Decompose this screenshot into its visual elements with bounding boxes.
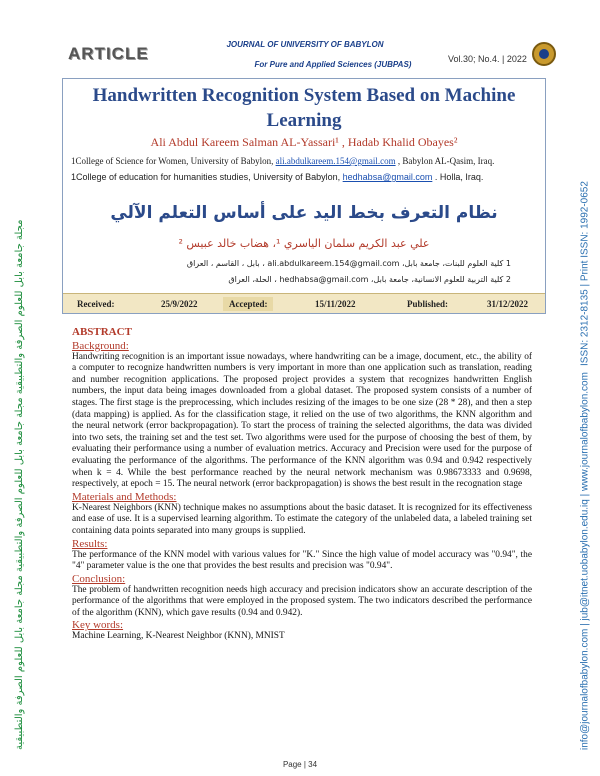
left-journal-strip: مجلة جامعة بابل للعلوم الصرفة والتطبيقية مجلة جامعة بابل للعلوم الصرفة والتطبيقية مجلة جامعة بابل للعلوم الصرفة والتطبيقية [14, 219, 25, 750]
page-footer: Page | 34 [282, 760, 318, 769]
conclusion-text: The problem of handwritten recognition needs high accuracy and precision indicators show an accurate description of the performance of the algorithms that were employed in the proposed system. The two indicators described the performance of the algorithm (KNN), which gave results (0.94 and 0.942). [72, 584, 532, 618]
university-emblem-icon [532, 42, 556, 66]
methods-heading: Materials and Methods: [72, 490, 177, 503]
article-label: ARTICLE [68, 44, 149, 63]
keywords-heading: Key words: [72, 619, 124, 632]
accepted-label: Accepted: [223, 297, 273, 311]
affil2-prefix: 1College of education for humanities studies, University of Babylon, [71, 172, 343, 182]
affil1-email-link[interactable]: ali.abdulkareem.154@gmail.com [275, 156, 396, 166]
keywords-text: Machine Learning, K-Nearest Neighbor (KNN), MNIST [72, 631, 285, 642]
received-date: 25/9/2022 [161, 298, 198, 309]
journal-header [60, 34, 540, 74]
results-text: The performance of the KNN model with various values for "K." Since the high value of model accuracy was "0.94", the "4" parameter value is the one that provides the best results and precision was "0.94". [72, 549, 532, 572]
dates-bar [63, 293, 545, 313]
arabic-title: نظام التعرف بخط اليد على أساس التعلم الآلي [110, 203, 498, 223]
results-heading: Results: [72, 537, 108, 550]
conclusion-heading: Conclusion: [72, 572, 126, 585]
arabic-authors: علي عبد الكريم سلمان الياسري ¹، هضاب خالد عبيس ² [178, 237, 430, 250]
affil1-suffix: , Babylon AL-Qasim, Iraq. [395, 156, 495, 166]
paper-authors: Ali Abdul Kareem Salman AL-Yassari¹ , Hadab Khalid Obayes² [150, 135, 458, 149]
received-label: Received: [77, 298, 115, 309]
volume-info: Vol.30; No.4. | 2022 [448, 54, 527, 64]
affil1-prefix: 1College of Science for Women, University of Babylon, [71, 156, 276, 166]
issn-text: ISSN: 2312-8135 | Print ISSN: 1992-0652 [579, 181, 591, 367]
affil2-suffix: . Holla, Iraq. [432, 172, 484, 182]
right-info-strip [576, 30, 594, 750]
arabic-affiliation-1: 1 كلية العلوم للبنات، جامعة بابل، ali.abdulkareem.154@gmail.com ، بابل ، القاسم ، العراق [186, 259, 511, 268]
journal-subtitle: For Pure and Applied Sciences (JUBPAS) [254, 60, 412, 69]
journal-name: JOURNAL OF UNIVERSITY OF BABYLON [226, 40, 384, 49]
title-box [62, 78, 546, 314]
abstract-section [72, 327, 532, 643]
arabic-affiliation-2: 2 كلية التربية للعلوم الانسانية، جامعة بابل، hedhabsa@gmail.com ، الحلة، العراق [228, 275, 511, 284]
paper-title: Handwritten Recognition System Based on Machine Learning [92, 85, 516, 131]
abstract-heading: ABSTRACT [72, 326, 132, 338]
contacts-text: info@journalofbabylon.com | jub@itnet.uobabylon.edu.iq | www.journalofbabylon.com [579, 372, 591, 750]
affil2-email-link[interactable]: hedhabsa@gmail.com [342, 172, 433, 182]
background-text: Handwriting recognition is an important issue nowadays, where handwriting can be a image, document, etc., the ability of a computer to recognize handwritten numbers is very important in more than one application such as translation, reading and number recognition applications. The proposed project provides a system that recognizes handwritten English numbers, the input data being images downloaded from a global dataset. The proposed system consists of a number of stages. The first stage is the preprocessing, which includes resizing of the images to be one size (28 * 28), and then a step (data mapping) is applied. As for the classification stage, it relied on the use of two algorithms, the KNN algorithm and the neural network (error backpropagation). To start the process of training the selected algorithms, the data was divided into two sets, the training set and the test set. Two algorithms were used for the purpose of choosing the best of them, by evaluating their performance using a number of evaluation metrics. Accuracy and Precision were used for the purpose of evaluating the performance of the algorithms. The performance of the KNN algorithm was 0.94 and 0.942 respectively when k = 4. While the best performance reached by the neural network mechanism was 0.98673333 and 0.9698, respectively, at epoch = 15. The neural network (error backpropagation) is shows the best result in the recognation stage [72, 351, 532, 490]
affiliation-1 [71, 156, 541, 166]
accepted-date: 15/11/2022 [315, 298, 356, 309]
methods-text: K-Nearest Neighbors (KNN) technique makes no assumptions about the basic dataset. It is recognized for its effectiveness and ease of use. It is a supervised learning algorithm. To estimate the category of the unlabeled data, a labeled training set containing data points separated into many groups is supplied. [72, 502, 532, 536]
background-heading: Background: [72, 339, 129, 352]
published-label: Published: [407, 298, 449, 309]
published-date: 31/12/2022 [487, 298, 529, 309]
affiliation-2 [71, 172, 541, 182]
